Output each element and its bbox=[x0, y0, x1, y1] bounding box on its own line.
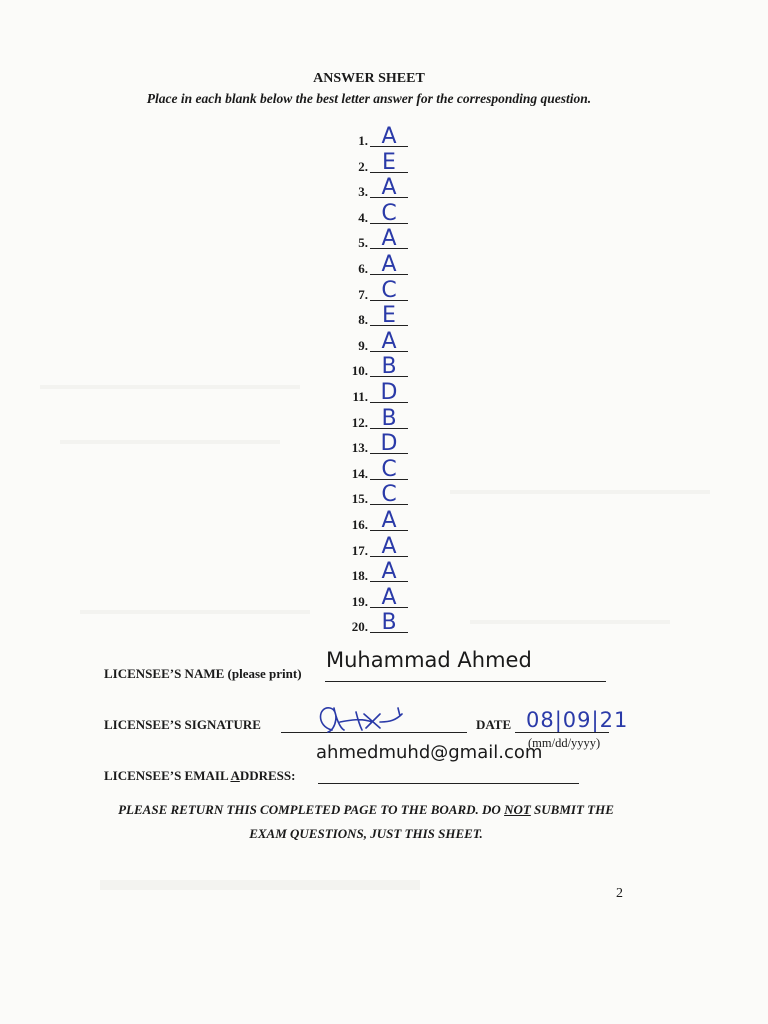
question-number: 20. bbox=[351, 619, 368, 635]
question-number: 14. bbox=[351, 465, 368, 481]
question-number: 16. bbox=[351, 517, 368, 532]
answer-letter[interactable]: A bbox=[381, 175, 397, 201]
question-number: 19. bbox=[351, 593, 368, 609]
licensee-email-value[interactable]: ahmedmuhd@gmail.com bbox=[316, 742, 543, 763]
footer-not: NOT bbox=[504, 802, 531, 817]
answer-letter[interactable]: D bbox=[380, 431, 398, 457]
date-format-hint: (mm/dd/yyyy) bbox=[528, 736, 601, 750]
answer-letter[interactable]: A bbox=[381, 226, 397, 252]
answer-row bbox=[330, 354, 420, 381]
answer-letter[interactable]: B bbox=[381, 354, 397, 380]
email-label-post: DDRESS: bbox=[239, 768, 296, 783]
licensee-name-value[interactable]: Muhammad Ahmed bbox=[326, 648, 532, 672]
answer-letter[interactable]: E bbox=[382, 303, 396, 329]
answer-letter[interactable]: C bbox=[381, 482, 397, 508]
footer-line1-post: SUBMIT THE bbox=[530, 802, 614, 817]
answer-row bbox=[330, 508, 420, 535]
bleed-through-mark bbox=[40, 385, 300, 389]
email-underline bbox=[318, 783, 579, 784]
answer-letter[interactable]: A bbox=[381, 124, 397, 149]
answer-letter[interactable]: C bbox=[381, 277, 397, 303]
answer-letter[interactable]: D bbox=[380, 380, 398, 405]
licensee-signature-label: LICENSEE’S SIGNATURE bbox=[104, 717, 261, 732]
email-label-underlined: A bbox=[230, 768, 240, 783]
answer-row bbox=[330, 149, 420, 177]
answer-row bbox=[330, 610, 420, 637]
question-number: 17. bbox=[351, 542, 368, 558]
answer-row bbox=[330, 277, 420, 305]
answer-letter[interactable]: A bbox=[381, 328, 397, 354]
answer-letter[interactable]: B bbox=[381, 610, 397, 636]
answer-row bbox=[330, 482, 420, 509]
date-value[interactable]: 08|09|21 bbox=[526, 708, 629, 732]
question-number: 11. bbox=[352, 389, 368, 404]
page-title: ANSWER SHEET bbox=[313, 71, 425, 86]
question-number: 2. bbox=[358, 158, 368, 174]
answer-letter[interactable]: A bbox=[381, 584, 397, 610]
answer-row bbox=[330, 303, 420, 330]
bleed-through-mark bbox=[450, 490, 710, 494]
answer-row bbox=[330, 252, 420, 279]
question-number: 1. bbox=[358, 133, 368, 148]
question-number: 3. bbox=[358, 184, 368, 200]
answer-row bbox=[330, 405, 420, 433]
answer-row bbox=[330, 328, 420, 356]
answer-letter[interactable]: C bbox=[381, 200, 397, 226]
answer-row bbox=[330, 200, 420, 228]
name-underline bbox=[325, 681, 606, 682]
bleed-through-mark bbox=[80, 610, 310, 614]
answer-letter[interactable]: B bbox=[381, 405, 397, 431]
licensee-email-label bbox=[104, 768, 295, 784]
date-underline bbox=[515, 732, 609, 733]
footer-line1-pre: PLEASE RETURN THIS COMPLETED PAGE TO THE BOARD. DO bbox=[118, 802, 505, 817]
answer-row bbox=[330, 175, 420, 202]
answer-row bbox=[330, 533, 420, 561]
answer-row bbox=[330, 226, 420, 253]
question-number: 18. bbox=[351, 568, 368, 584]
answer-row bbox=[330, 584, 420, 612]
question-number: 12. bbox=[351, 414, 368, 430]
question-number: 6. bbox=[358, 261, 368, 276]
question-number: 10. bbox=[351, 363, 368, 379]
question-number: 13. bbox=[351, 440, 368, 456]
question-number: 8. bbox=[358, 312, 368, 328]
answer-letter[interactable]: A bbox=[381, 533, 397, 559]
instructions: Place in each blank below the best letter answer for the corresponding question. bbox=[146, 91, 592, 106]
bleed-through-mark bbox=[100, 880, 420, 890]
question-number: 5. bbox=[358, 235, 368, 251]
footer-instruction-line-2: EXAM QUESTIONS, JUST THIS SHEET. bbox=[249, 826, 483, 841]
answer-letter[interactable]: E bbox=[382, 149, 396, 175]
answer-row bbox=[330, 559, 420, 586]
answer-row bbox=[330, 380, 420, 407]
signature-image bbox=[310, 700, 420, 740]
bleed-through-mark bbox=[60, 440, 280, 444]
answer-row bbox=[330, 431, 420, 458]
question-number: 15. bbox=[351, 491, 368, 507]
answer-letter[interactable]: C bbox=[381, 456, 397, 482]
bleed-through-mark bbox=[470, 620, 670, 624]
licensee-name-label: LICENSEE’S NAME (please print) bbox=[104, 666, 302, 681]
page-number: 2 bbox=[616, 886, 623, 901]
answer-row bbox=[330, 456, 420, 484]
question-number: 9. bbox=[358, 337, 368, 353]
question-number: 7. bbox=[358, 286, 368, 302]
answer-letter[interactable]: A bbox=[381, 508, 397, 533]
answer-row bbox=[330, 124, 420, 151]
question-number: 4. bbox=[358, 209, 368, 225]
footer-instruction-line-1 bbox=[0, 802, 732, 818]
answer-letter[interactable]: A bbox=[381, 559, 397, 585]
answer-letter[interactable]: A bbox=[381, 252, 397, 277]
email-label-pre: LICENSEE’S EMAIL bbox=[104, 768, 231, 783]
date-label: DATE bbox=[476, 717, 512, 732]
